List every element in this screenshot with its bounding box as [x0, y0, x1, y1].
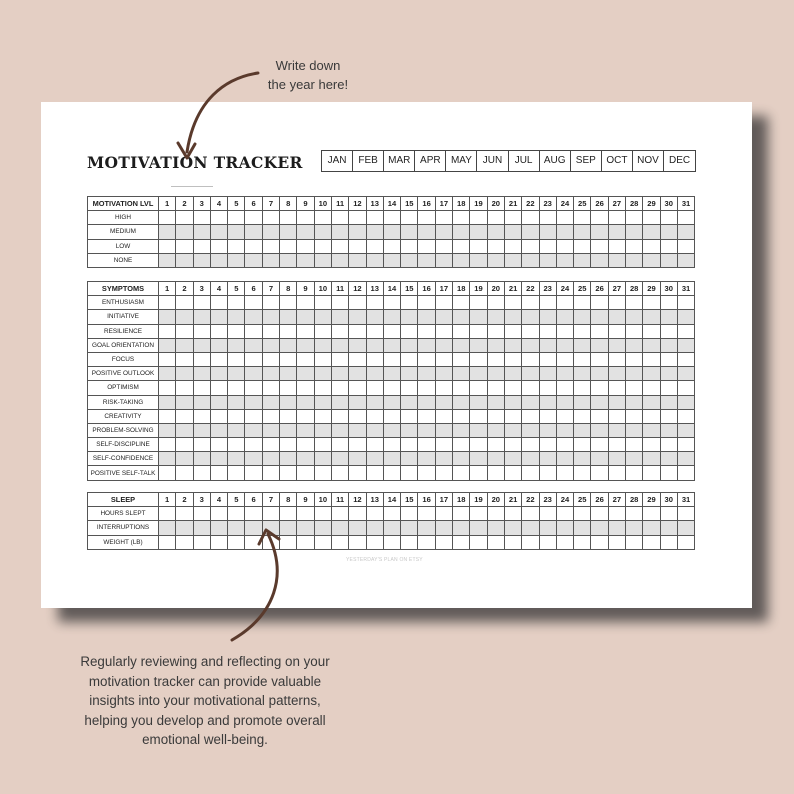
day-number: 18 [453, 493, 470, 507]
day-number: 18 [453, 197, 470, 211]
month-feb[interactable]: FEB [353, 151, 384, 171]
month-nov[interactable]: NOV [633, 151, 664, 171]
bottom-arrow-icon [232, 530, 279, 640]
day-number: 31 [677, 282, 694, 296]
day-number: 3 [193, 493, 210, 507]
day-number: 5 [228, 493, 245, 507]
day-number: 2 [176, 493, 193, 507]
day-number: 1 [159, 493, 176, 507]
month-dec[interactable]: DEC [669, 155, 691, 166]
top-arrow-icon [178, 73, 258, 158]
month-aug[interactable]: AUG [540, 151, 571, 171]
day-number: 25 [574, 282, 591, 296]
row-label: LOW [88, 239, 159, 253]
day-number: 31 [677, 493, 694, 507]
day-number: 12 [349, 493, 366, 507]
row-label: HOURS SLEPT [88, 507, 159, 521]
month-jun[interactable]: JUN [477, 151, 508, 171]
day-number: 7 [262, 197, 279, 211]
day-number: 3 [193, 282, 210, 296]
day-number: 17 [435, 197, 452, 211]
day-number: 20 [487, 282, 504, 296]
page-title: MOTIVATION TRACKER [87, 153, 303, 172]
day-number: 27 [608, 282, 625, 296]
row-label: RISK-TAKING [88, 395, 159, 409]
day-number: 2 [176, 197, 193, 211]
day-number: 28 [626, 493, 643, 507]
day-number: 24 [556, 197, 573, 211]
day-number: 16 [418, 282, 435, 296]
day-number: 10 [314, 493, 331, 507]
day-number: 12 [349, 197, 366, 211]
month-may[interactable]: MAY [446, 151, 477, 171]
day-number: 20 [487, 493, 504, 507]
day-number: 23 [539, 282, 556, 296]
day-number: 23 [539, 493, 556, 507]
section-header: SLEEP [88, 493, 159, 507]
day-number: 24 [556, 282, 573, 296]
day-number: 11 [331, 197, 348, 211]
day-number: 6 [245, 197, 262, 211]
shop-credit: YESTERDAY'S PLAN ON ETSY [346, 557, 423, 563]
day-number: 14 [383, 493, 400, 507]
section-header: MOTIVATION LVL [88, 197, 159, 211]
day-number: 10 [314, 197, 331, 211]
day-number: 9 [297, 282, 314, 296]
day-number: 21 [504, 197, 521, 211]
day-number: 14 [383, 282, 400, 296]
day-number: 8 [280, 493, 297, 507]
day-number: 28 [626, 282, 643, 296]
day-number: 21 [504, 282, 521, 296]
month-sep[interactable]: SEP [571, 151, 602, 171]
day-number: 31 [677, 197, 694, 211]
row-label: INITIATIVE [88, 310, 159, 324]
day-number: 15 [401, 493, 418, 507]
row-label: PROBLEM-SOLVING [88, 423, 159, 437]
day-number: 8 [280, 282, 297, 296]
day-number: 21 [504, 493, 521, 507]
day-number: 13 [366, 197, 383, 211]
row-label: MEDIUM [88, 225, 159, 239]
bottom-annotation-line: Regularly reviewing and reflecting on your [80, 654, 330, 669]
day-number: 30 [660, 493, 677, 507]
day-number: 18 [453, 282, 470, 296]
row-label: POSITIVE SELF-TALK [88, 466, 159, 480]
day-number: 6 [245, 282, 262, 296]
day-number: 5 [228, 282, 245, 296]
row-label: NONE [88, 253, 159, 267]
bottom-annotation-line: helping you develop and promote overall [84, 712, 326, 728]
day-number: 16 [418, 493, 435, 507]
day-number: 23 [539, 197, 556, 211]
row-label: OPTIMISM [88, 381, 159, 395]
day-number: 5 [228, 197, 245, 211]
top-annotation-line-2: the year here! [267, 77, 349, 92]
day-number: 17 [435, 282, 452, 296]
row-label: POSITIVE OUTLOOK [88, 367, 159, 381]
day-number: 30 [660, 197, 677, 211]
day-number: 27 [608, 493, 625, 507]
month-jul[interactable]: JUL [509, 151, 540, 171]
day-number: 7 [262, 493, 279, 507]
row-label: GOAL ORIENTATION [88, 338, 159, 352]
day-number: 27 [608, 197, 625, 211]
day-number: 8 [280, 197, 297, 211]
day-number: 30 [660, 282, 677, 296]
day-number: 17 [435, 493, 452, 507]
day-number: 20 [487, 197, 504, 211]
row-label: SELF-CONFIDENCE [88, 452, 159, 466]
row-label: INTERRUPTIONS [88, 521, 159, 535]
day-number: 28 [626, 197, 643, 211]
day-number: 22 [522, 493, 539, 507]
row-label: RESILIENCE [88, 324, 159, 338]
day-number: 19 [470, 282, 487, 296]
month-apr[interactable]: APR [415, 151, 446, 171]
day-number: 7 [262, 282, 279, 296]
day-number: 16 [418, 197, 435, 211]
day-number: 13 [366, 493, 383, 507]
day-number: 9 [297, 197, 314, 211]
month-oct[interactable]: OCT [602, 151, 633, 171]
day-number: 11 [331, 282, 348, 296]
day-number: 14 [383, 197, 400, 211]
month-mar[interactable]: MAR [384, 151, 415, 171]
day-number: 29 [643, 197, 660, 211]
day-number: 29 [643, 493, 660, 507]
bottom-annotation [50, 652, 360, 750]
day-number: 2 [176, 282, 193, 296]
day-number: 9 [297, 493, 314, 507]
bottom-annotation-line: emotional well-being. [142, 732, 268, 747]
day-number: 26 [591, 493, 608, 507]
day-number: 12 [349, 282, 366, 296]
day-number: 15 [401, 197, 418, 211]
month-jan[interactable]: JAN [322, 151, 353, 171]
day-number: 25 [574, 197, 591, 211]
day-number: 6 [245, 493, 262, 507]
day-number: 1 [159, 197, 176, 211]
row-label: HIGH [88, 211, 159, 225]
day-number: 13 [366, 282, 383, 296]
day-number: 3 [193, 197, 210, 211]
day-number: 22 [522, 197, 539, 211]
row-label: SELF-DISCIPLINE [88, 438, 159, 452]
row-label: ENTHUSIASM [88, 296, 159, 310]
day-number: 19 [470, 197, 487, 211]
day-number: 24 [556, 493, 573, 507]
day-number: 22 [522, 282, 539, 296]
day-number: 4 [210, 282, 227, 296]
day-number: 25 [574, 493, 591, 507]
day-number: 15 [401, 282, 418, 296]
section-header: SYMPTOMS [88, 282, 159, 296]
day-number: 11 [331, 493, 348, 507]
row-label: WEIGHT (LB) [88, 535, 159, 549]
day-number: 1 [159, 282, 176, 296]
bottom-annotation-line: insights into your motivational patterns, [89, 693, 321, 708]
day-number: 4 [210, 197, 227, 211]
day-number: 26 [591, 197, 608, 211]
day-number: 26 [591, 282, 608, 296]
day-number: 29 [643, 282, 660, 296]
row-label: FOCUS [88, 352, 159, 366]
day-number: 10 [314, 282, 331, 296]
bottom-annotation-line: motivation tracker can provide valuable [88, 673, 322, 689]
row-label: CREATIVITY [88, 409, 159, 423]
day-number: 4 [210, 493, 227, 507]
day-number: 19 [470, 493, 487, 507]
top-annotation-line-1: Write down [275, 58, 341, 73]
